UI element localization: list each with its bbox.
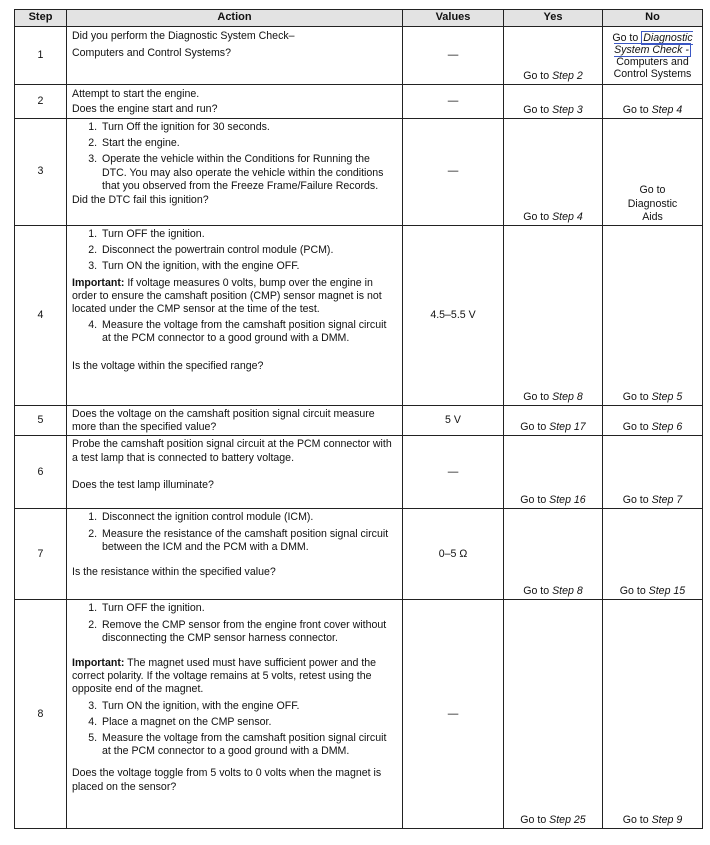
go-to-label: Go to (622, 390, 649, 403)
list-item: 4. Place a magnet on the CMP sensor. (100, 716, 397, 729)
header-yes: Yes (504, 10, 603, 27)
yes-cell (504, 226, 603, 406)
yes-step-link[interactable]: Step 2 (552, 69, 583, 82)
action-text: Probe the camshaft position signal circuit at the PCM connector with a test lamp that is connected to battery voltage. (72, 438, 392, 464)
yes-step-link[interactable]: Step 8 (552, 585, 583, 598)
step-number: 8 (15, 600, 67, 829)
action-cell (67, 226, 403, 406)
no-step-link[interactable]: Step 15 (648, 585, 686, 598)
go-to-label: Go to (619, 585, 646, 598)
list-item: 2. Remove the CMP sensor from the engine front cover without disconnecting the CMP sensor harness connector. (100, 619, 397, 645)
no-cell (603, 509, 703, 600)
important-note (72, 277, 397, 317)
list-item: 3. Turn ON the ignition, with the engine OFF. (100, 700, 397, 713)
yes-step-link[interactable]: Step 25 (549, 814, 586, 827)
list-item: 2. Start the engine. (100, 137, 397, 150)
go-to-label: Go to (520, 494, 547, 507)
yes-cell (504, 509, 603, 600)
action-question: Does the voltage toggle from 5 volts to 0 volts when the magnet is placed on the sensor? (72, 767, 382, 793)
action-text: Did you perform the Diagnostic System Check– (72, 30, 295, 42)
header-values: Values (403, 10, 504, 27)
no-cell (603, 85, 703, 119)
step-number: 3 (15, 119, 67, 226)
instruction-list (72, 700, 397, 759)
value-cell: — (403, 436, 504, 509)
action-question: Does the test lamp illuminate? (72, 478, 214, 491)
instruction-list (72, 319, 397, 345)
important-note (72, 657, 397, 697)
yes-cell (504, 436, 603, 509)
important-text: The magnet used must have sufficient power and the correct polarity. If the voltage remains at 5 volts, retest using the opposite end of the magnet. (72, 657, 377, 696)
go-to-label: Go to (520, 814, 547, 827)
step-number: 1 (15, 27, 67, 85)
table-row (15, 119, 703, 226)
list-item: 4. Measure the voltage from the camshaft position signal circuit at the PCM connector to a good ground with a DMM. (100, 319, 397, 345)
instruction-list (72, 511, 397, 554)
value-cell: 0–5 Ω (403, 509, 504, 600)
value-cell: — (403, 85, 504, 119)
action-cell (67, 600, 403, 829)
instruction-list (72, 121, 397, 193)
list-item: 2. Disconnect the powertrain control module (PCM). (100, 244, 397, 257)
no-step-link[interactable]: Step 6 (651, 421, 683, 434)
step-number: 2 (15, 85, 67, 119)
table-row (15, 226, 703, 406)
yes-step-link[interactable]: Step 17 (549, 421, 586, 434)
table-row (15, 436, 703, 509)
no-step-link[interactable]: Step 4 (651, 103, 683, 116)
value-cell: 5 V (403, 406, 504, 436)
no-cell (603, 27, 703, 85)
value-cell: 4.5–5.5 V (403, 226, 504, 406)
action-text: Attempt to start the engine. (72, 88, 200, 100)
yes-step-link[interactable]: Step 3 (552, 103, 583, 116)
go-to-label: Go to (523, 69, 550, 82)
action-cell (67, 27, 403, 85)
value-cell: — (403, 119, 504, 226)
no-cell (603, 226, 703, 406)
action-cell (67, 85, 403, 119)
list-item: 1. Turn Off the ignition for 30 seconds. (100, 121, 397, 134)
yes-cell (504, 85, 603, 119)
step-number: 6 (15, 436, 67, 509)
yes-step-link[interactable]: Step 16 (549, 494, 586, 507)
go-to-label: Go to (622, 421, 649, 434)
value-cell: — (403, 600, 504, 829)
action-cell (67, 509, 403, 600)
diagnostic-system-check-link[interactable]: Diagnostic System Check - (614, 31, 693, 56)
list-item: 3. Turn ON the ignition, with the engine OFF. (100, 260, 397, 273)
go-to-label: Go to (523, 210, 550, 223)
header-action: Action (67, 10, 403, 27)
yes-step-link[interactable]: Step 8 (552, 390, 583, 403)
important-label: Important: (72, 276, 125, 289)
action-question: Does the engine start and run? (72, 103, 218, 115)
no-cell (603, 406, 703, 436)
action-question: Is the voltage within the specified range? (72, 359, 264, 372)
step-number: 4 (15, 226, 67, 406)
action-question: Does the voltage on the camshaft position signal circuit measure more than the specified value? (72, 408, 375, 434)
yes-cell (504, 119, 603, 226)
no-cell: Go to Diagnostic Aids (603, 119, 703, 226)
go-to-label: Go to (622, 814, 649, 827)
header-step: Step (15, 10, 67, 27)
table-row (15, 509, 703, 600)
value-cell: — (403, 27, 504, 85)
step-number: 5 (15, 406, 67, 436)
no-step-link[interactable]: Step 9 (651, 814, 683, 827)
go-to-label: Go to (622, 494, 649, 507)
header-no: No (603, 10, 703, 27)
no-step-link[interactable]: Step 7 (651, 494, 683, 507)
go-to-label: Go to (523, 103, 550, 116)
table-row (15, 85, 703, 119)
action-text: Computers and Control Systems? (72, 47, 231, 59)
instruction-list (72, 602, 397, 645)
table-row (15, 600, 703, 829)
diagnostic-table (14, 9, 703, 829)
no-rest: Computers and Control Systems (613, 55, 692, 80)
table-row (15, 27, 703, 85)
yes-cell (504, 600, 603, 829)
go-to-label: Go to (622, 103, 649, 116)
table-row (15, 406, 703, 436)
action-cell (67, 119, 403, 226)
go-to-label: Go to (520, 421, 547, 434)
no-cell (603, 600, 703, 829)
action-cell (67, 436, 403, 509)
diagnostic-table-container (14, 9, 703, 829)
no-cell (603, 436, 703, 509)
go-to-label: Go to (523, 585, 550, 598)
list-item: 1. Turn OFF the ignition. (100, 602, 397, 615)
yes-step-link[interactable]: Step 4 (552, 210, 583, 223)
important-text: If voltage measures 0 volts, bump over the engine in order to ensure the camshaft position (CMP) sensor magnet is not located under the CMP sensor at the time of the test. (72, 276, 382, 316)
list-item: 3. Operate the vehicle within the Conditions for Running the DTC. You may also operate the vehicle within the conditions that you observed from the Freeze Frame/Failure Records. (100, 153, 397, 193)
action-cell (67, 406, 403, 436)
list-item: 1. Disconnect the ignition control module (ICM). (100, 511, 397, 524)
go-to-label: Go to (523, 390, 550, 403)
yes-cell (504, 406, 603, 436)
header-row (15, 10, 703, 27)
instruction-list (72, 228, 397, 274)
no-prefix: Go to (612, 31, 639, 44)
important-label: Important: (72, 657, 125, 670)
step-number: 7 (15, 509, 67, 600)
list-item: 1. Turn OFF the ignition. (100, 228, 397, 241)
yes-cell (504, 27, 603, 85)
action-question: Is the resistance within the specified value? (72, 566, 276, 579)
list-item: 2. Measure the resistance of the camshaft position signal circuit between the ICM and the PCM with a DMM. (100, 528, 397, 554)
list-item: 5. Measure the voltage from the camshaft position signal circuit at the PCM connector to a good ground with a DMM. (100, 732, 397, 758)
action-question: Did the DTC fail this ignition? (72, 194, 209, 207)
no-step-link[interactable]: Step 5 (651, 390, 683, 403)
